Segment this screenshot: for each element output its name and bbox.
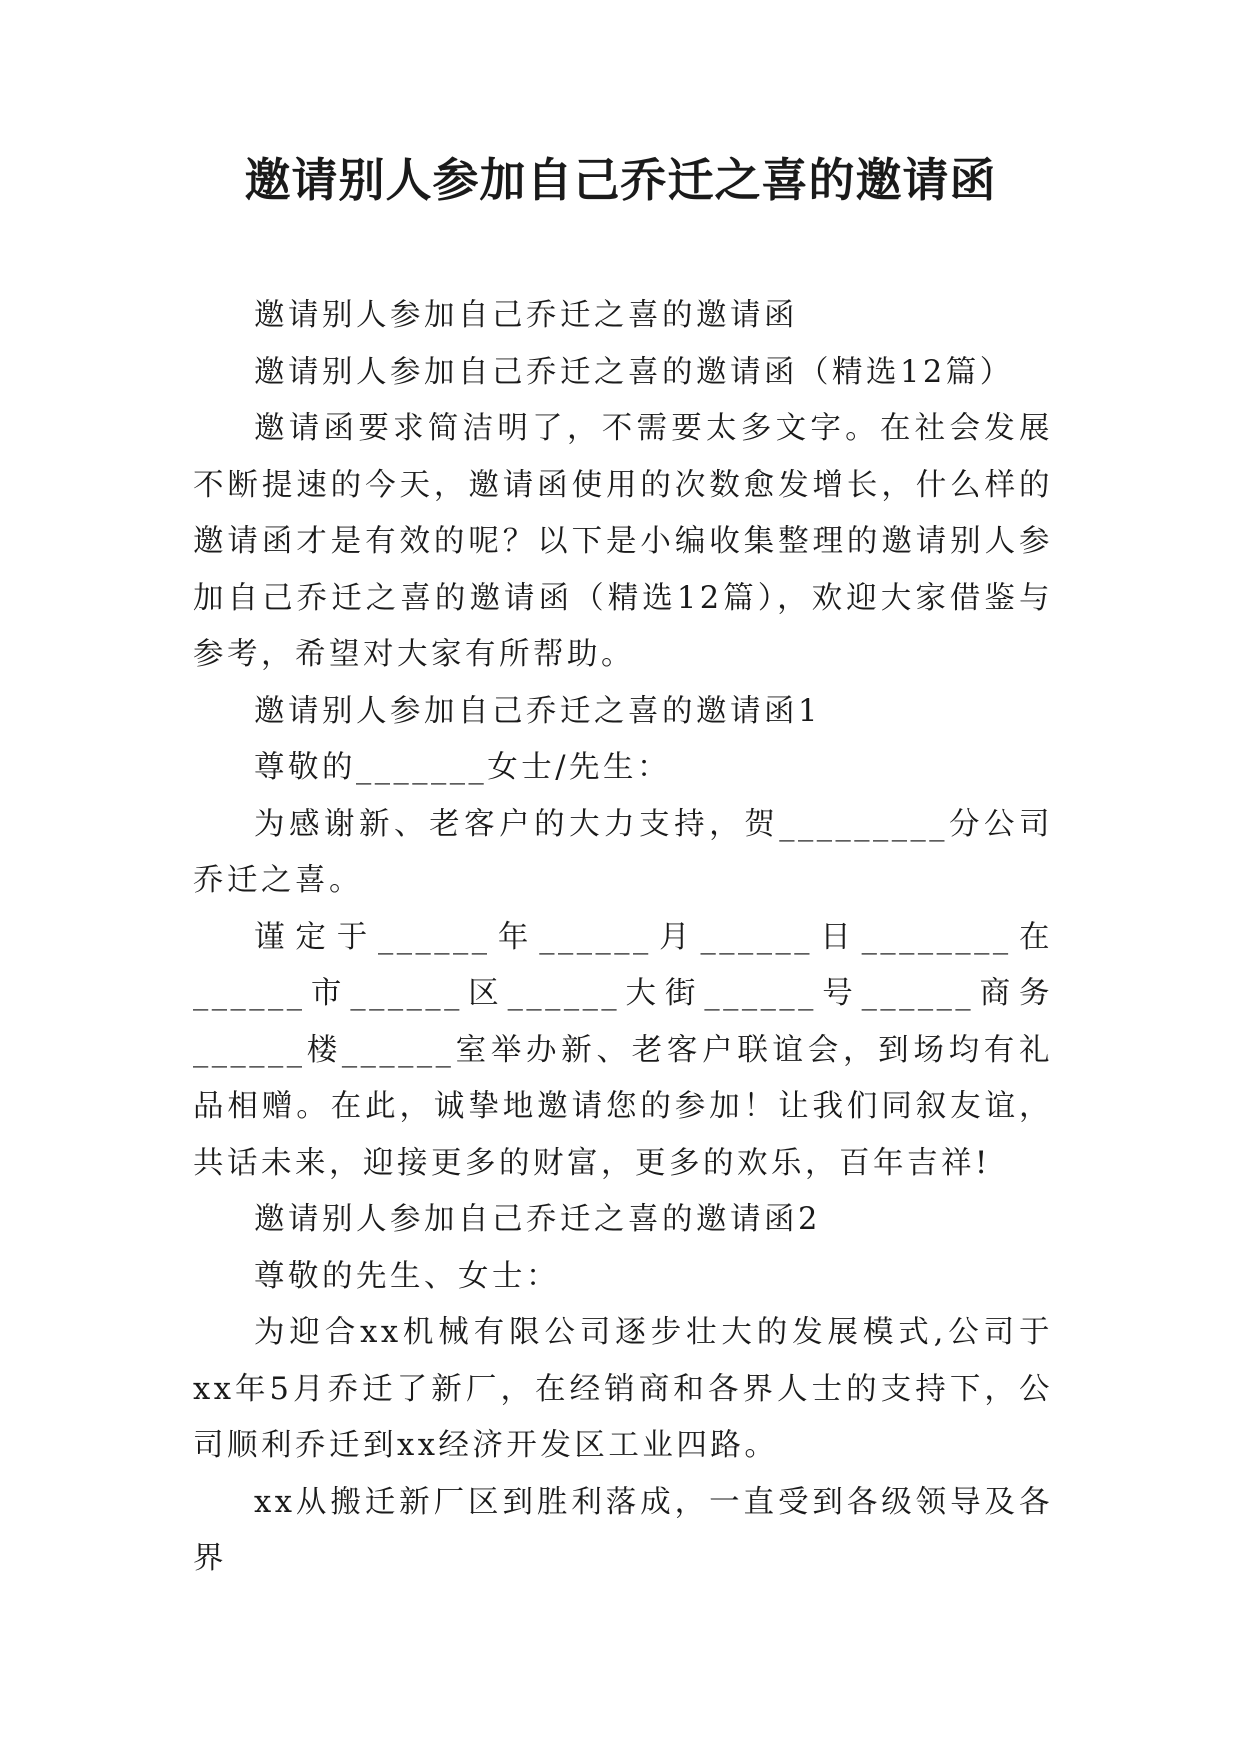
paragraph-relocation: 为迎合xx机械有限公司逐步壮大的发展模式,公司于xx年5月乔迁了新厂，在经销商和各界人士的支持下，公司顺利乔迁到xx经济开发区工业四路。	[193, 1315, 1053, 1463]
paragraph-continuation: xx从搬迁新厂区到胜利落成，一直受到各级领导及各界	[193, 1484, 1053, 1576]
paragraph-thanks: 为感谢新、老客户的大力支持，贺_________分公司乔迁之喜。	[193, 806, 1053, 898]
salutation-1: 尊敬的_______女士/先生：	[254, 750, 672, 785]
document-title: 邀请别人参加自己乔迁之喜的邀请函	[244, 153, 997, 207]
paragraph-intro: 邀请函要求简洁明了，不需要太多文字。在社会发展不断提速的今天，邀请函使用的次数愈发增长，什么样的邀请函才是有效的呢？以下是小编收集整理的邀请别人参加自己乔迁之喜的邀请函（精选12篇），欢迎大家借鉴与参考，希望对大家有所帮助。	[193, 411, 1053, 672]
section-heading-2: 邀请别人参加自己乔迁之喜的邀请函2	[254, 1202, 821, 1237]
paragraph-event-details: 谨定于______年______月______日________在______市______区______大街______号______商务______楼______室举办新、老客户联谊会，到场均有礼品相赠。在此，诚挚地邀请您的参加！让我们同叙友谊，共话未来，迎接更多的财富，更多的欢乐，百年吉祥!	[193, 919, 1053, 1181]
paragraph-heading: 邀请别人参加自己乔迁之喜的邀请函	[254, 298, 798, 333]
paragraph-subheading: 邀请别人参加自己乔迁之喜的邀请函（精选12篇）	[254, 354, 1014, 390]
salutation-2: 尊敬的先生、女士：	[254, 1258, 560, 1294]
document-body	[193, 288, 1053, 1588]
section-heading-1: 邀请别人参加自己乔迁之喜的邀请函1	[254, 693, 821, 729]
